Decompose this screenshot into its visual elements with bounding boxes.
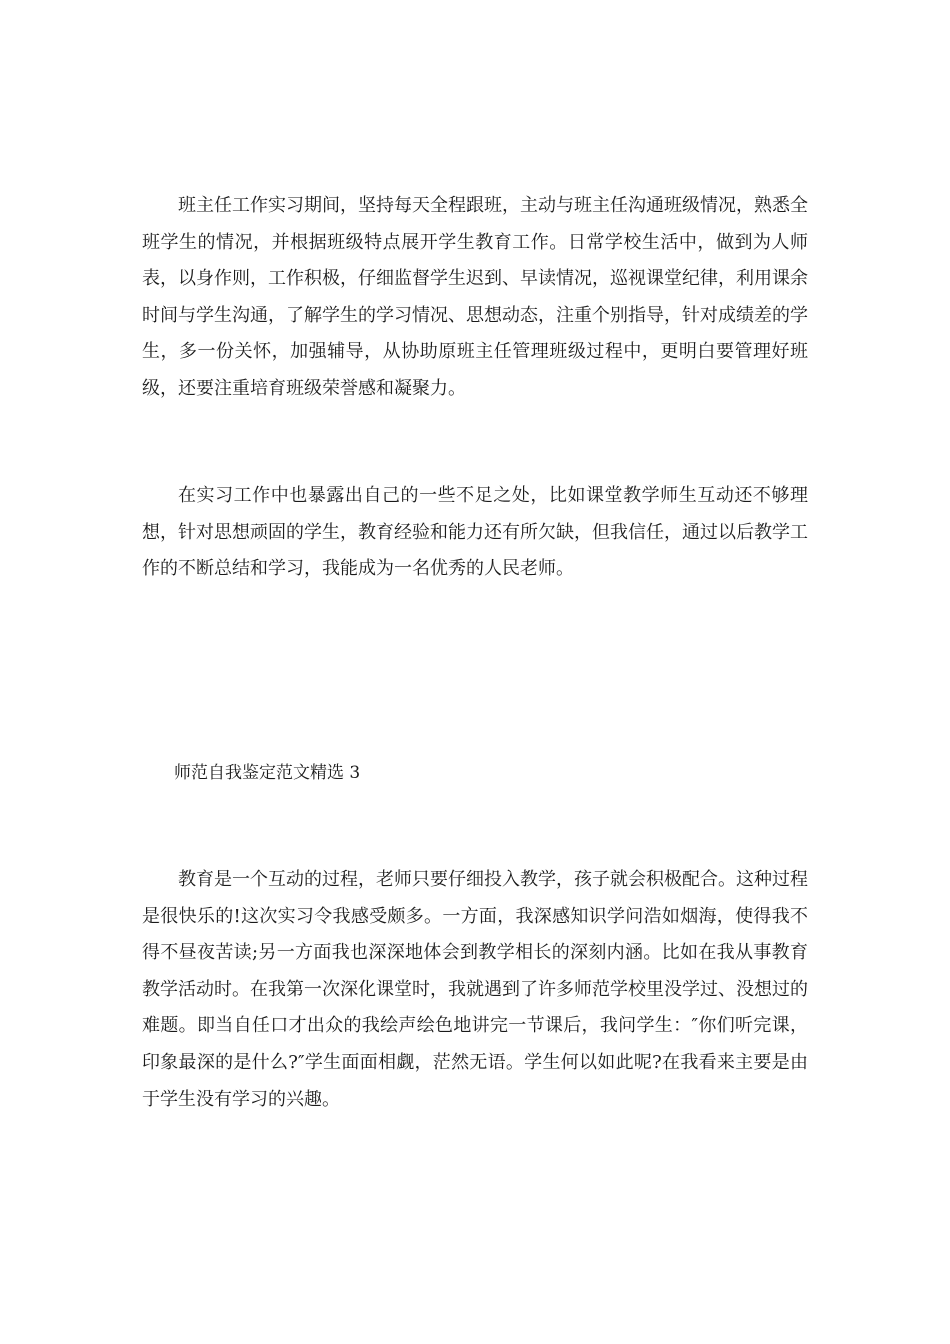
body-paragraph: 教育是一个互动的过程，老师只要仔细投入教学，孩子就会积极配合。这种过程是很快乐的!这次实习令我感受颇多。一方面，我深感知识学问浩如烟海，使得我不得不昼夜苦读;另一方面我也深深地体会到教学相长的深刻内涵。比如在我从事教育教学活动时。在我第一次深化课堂时，我就遇到了许多师范学校里没学过、没想过的难题。即当自任口才出众的我绘声绘色地讲完一节课后，我问学生：″你们听完课，印象最深的是什么?″学生面面相觑，茫然无语。学生何以如此呢?在我看来主要是由于学生没有学习的兴趣。 — [142, 869, 808, 1110]
body-paragraph: 班主任工作实习期间，坚持每天全程跟班，主动与班主任沟通班级情况，熟悉全班学生的情况，并根据班级特点展开学生教育工作。日常学校生活中，做到为人师表，以身作则，工作积极，仔细监督学生迟到、早读情况，巡视课堂纪律，利用课余时间与学生沟通，了解学生的学习情况、思想动态，注重个别指导，针对成绩差的学生，多一份关怀，加强辅导，从协助原班主任管理班级过程中，更明白要管理好班级，还要注重培育班级荣誉感和凝聚力。 — [142, 195, 808, 399]
section-heading: 师范自我鉴定范文精选 3 — [174, 763, 361, 783]
body-paragraph: 在实习工作中也暴露出自己的一些不足之处，比如课堂教学师生互动还不够理想，针对思想顽固的学生，教育经验和能力还有所欠缺，但我信任，通过以后教学工作的不断总结和学习，我能成为一名优秀的人民老师。 — [142, 485, 808, 580]
